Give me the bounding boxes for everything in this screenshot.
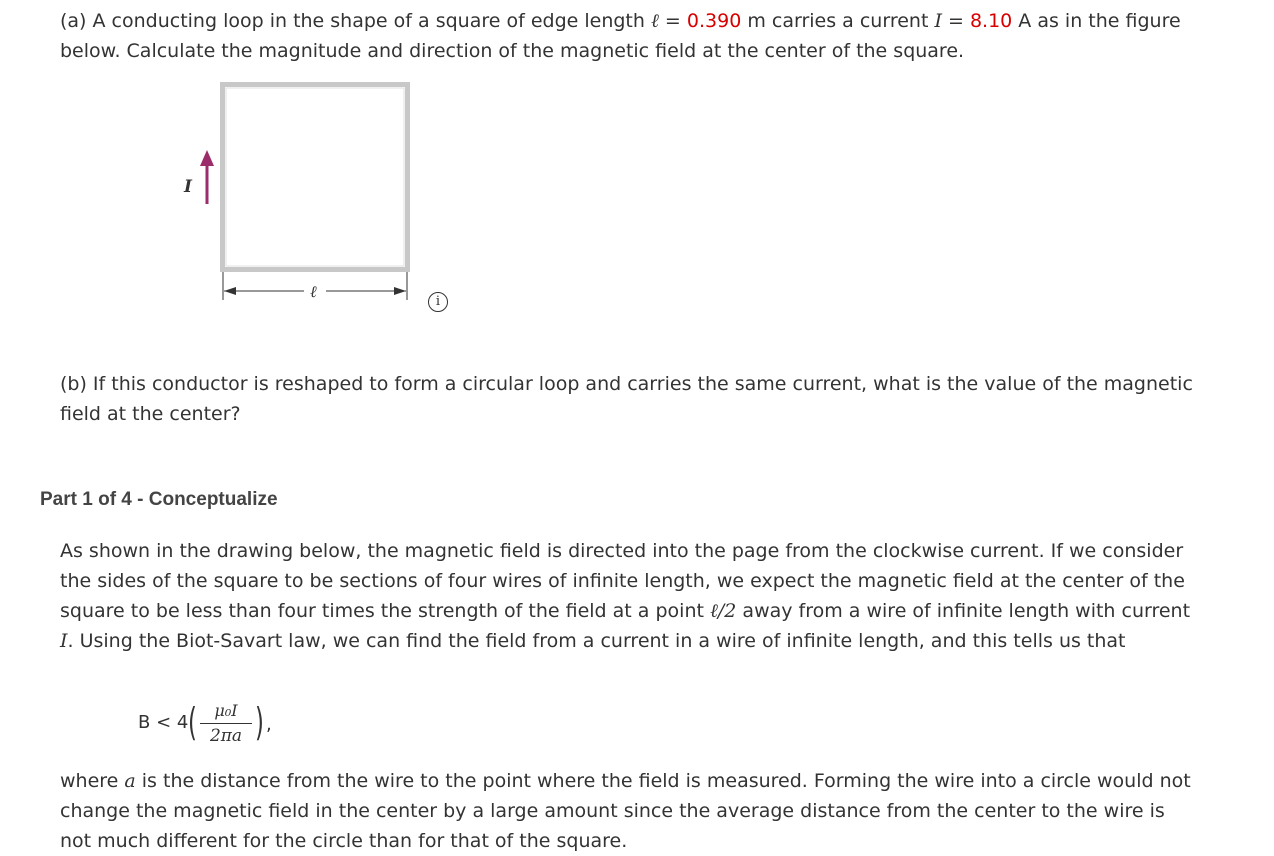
question-text: m carries a current	[741, 10, 935, 32]
current-symbol: I	[934, 10, 942, 32]
question-part-b: (b) If this conductor is reshaped to form a circular loop and carries the same current, what is the value of the magnetic field at the center?	[60, 373, 1193, 425]
current-value: 8.10	[969, 10, 1013, 32]
square-loop-figure	[170, 78, 470, 318]
conceptualize-paragraph	[60, 536, 1200, 656]
question-text: (a) A conducting loop in the shape of a square of edge length	[60, 10, 651, 32]
equation-numerator: μ₀I	[214, 701, 238, 720]
equals-sign: =	[941, 10, 970, 32]
paragraph-text: where	[60, 770, 125, 792]
explanation-paragraph	[60, 766, 1200, 856]
square-loop	[223, 85, 408, 270]
paragraph-text: is the distance from the wire to the point where the field is measured. Forming the wire into a circle would not change the magnetic field in the center by a large amount since the average distance from the center to the wire is not much different for the circle than for that of the square.	[60, 770, 1191, 852]
paragraph-text: As shown in the drawing below, the magnetic field is directed into the page from the clockwise current. If we consider the sides of the square to be sections of four wires of infinite length, we expect the magnetic field at the center of the square to be less than four times the strength of the field at a point	[60, 540, 1185, 622]
equation-comma: ,	[266, 714, 272, 735]
square-loop-inner	[226, 88, 404, 266]
current-arrow-head	[200, 150, 214, 166]
edge-length-symbol: ℓ	[650, 10, 659, 32]
inequality-equation	[138, 700, 338, 760]
distance-symbol: a	[124, 770, 136, 792]
left-paren: (	[187, 700, 197, 744]
equals-sign: =	[658, 10, 687, 32]
dimension-arrowhead-left	[224, 287, 236, 295]
current-symbol: I	[60, 630, 68, 652]
paragraph-text: away from a wire of infinite length with current	[736, 600, 1191, 622]
dimension-arrowhead-right	[394, 287, 406, 295]
half-length-symbol: ℓ/2	[709, 600, 737, 622]
edge-length-label: ℓ	[310, 282, 317, 301]
equation-fraction	[198, 700, 254, 747]
paragraph-text: . Using the Biot-Savart law, we can find the field from a current in a wire of infinite length, and this tells us that	[67, 630, 1126, 652]
info-icon[interactable]: i	[428, 292, 448, 312]
question-text: A as in the figure below. Calculate the magnitude and direction of the magnetic field at the center of the square.	[60, 10, 1181, 62]
equation-denominator: 2πa	[209, 726, 243, 746]
equation-lhs: B < 4	[138, 712, 189, 733]
edge-length-value: 0.390	[686, 10, 742, 32]
question-part-a	[60, 6, 1200, 66]
fraction-bar	[200, 723, 252, 724]
part-title: Part 1 of 4 - Conceptualize	[40, 489, 278, 510]
current-label: I	[184, 177, 192, 197]
right-paren: )	[254, 700, 264, 744]
